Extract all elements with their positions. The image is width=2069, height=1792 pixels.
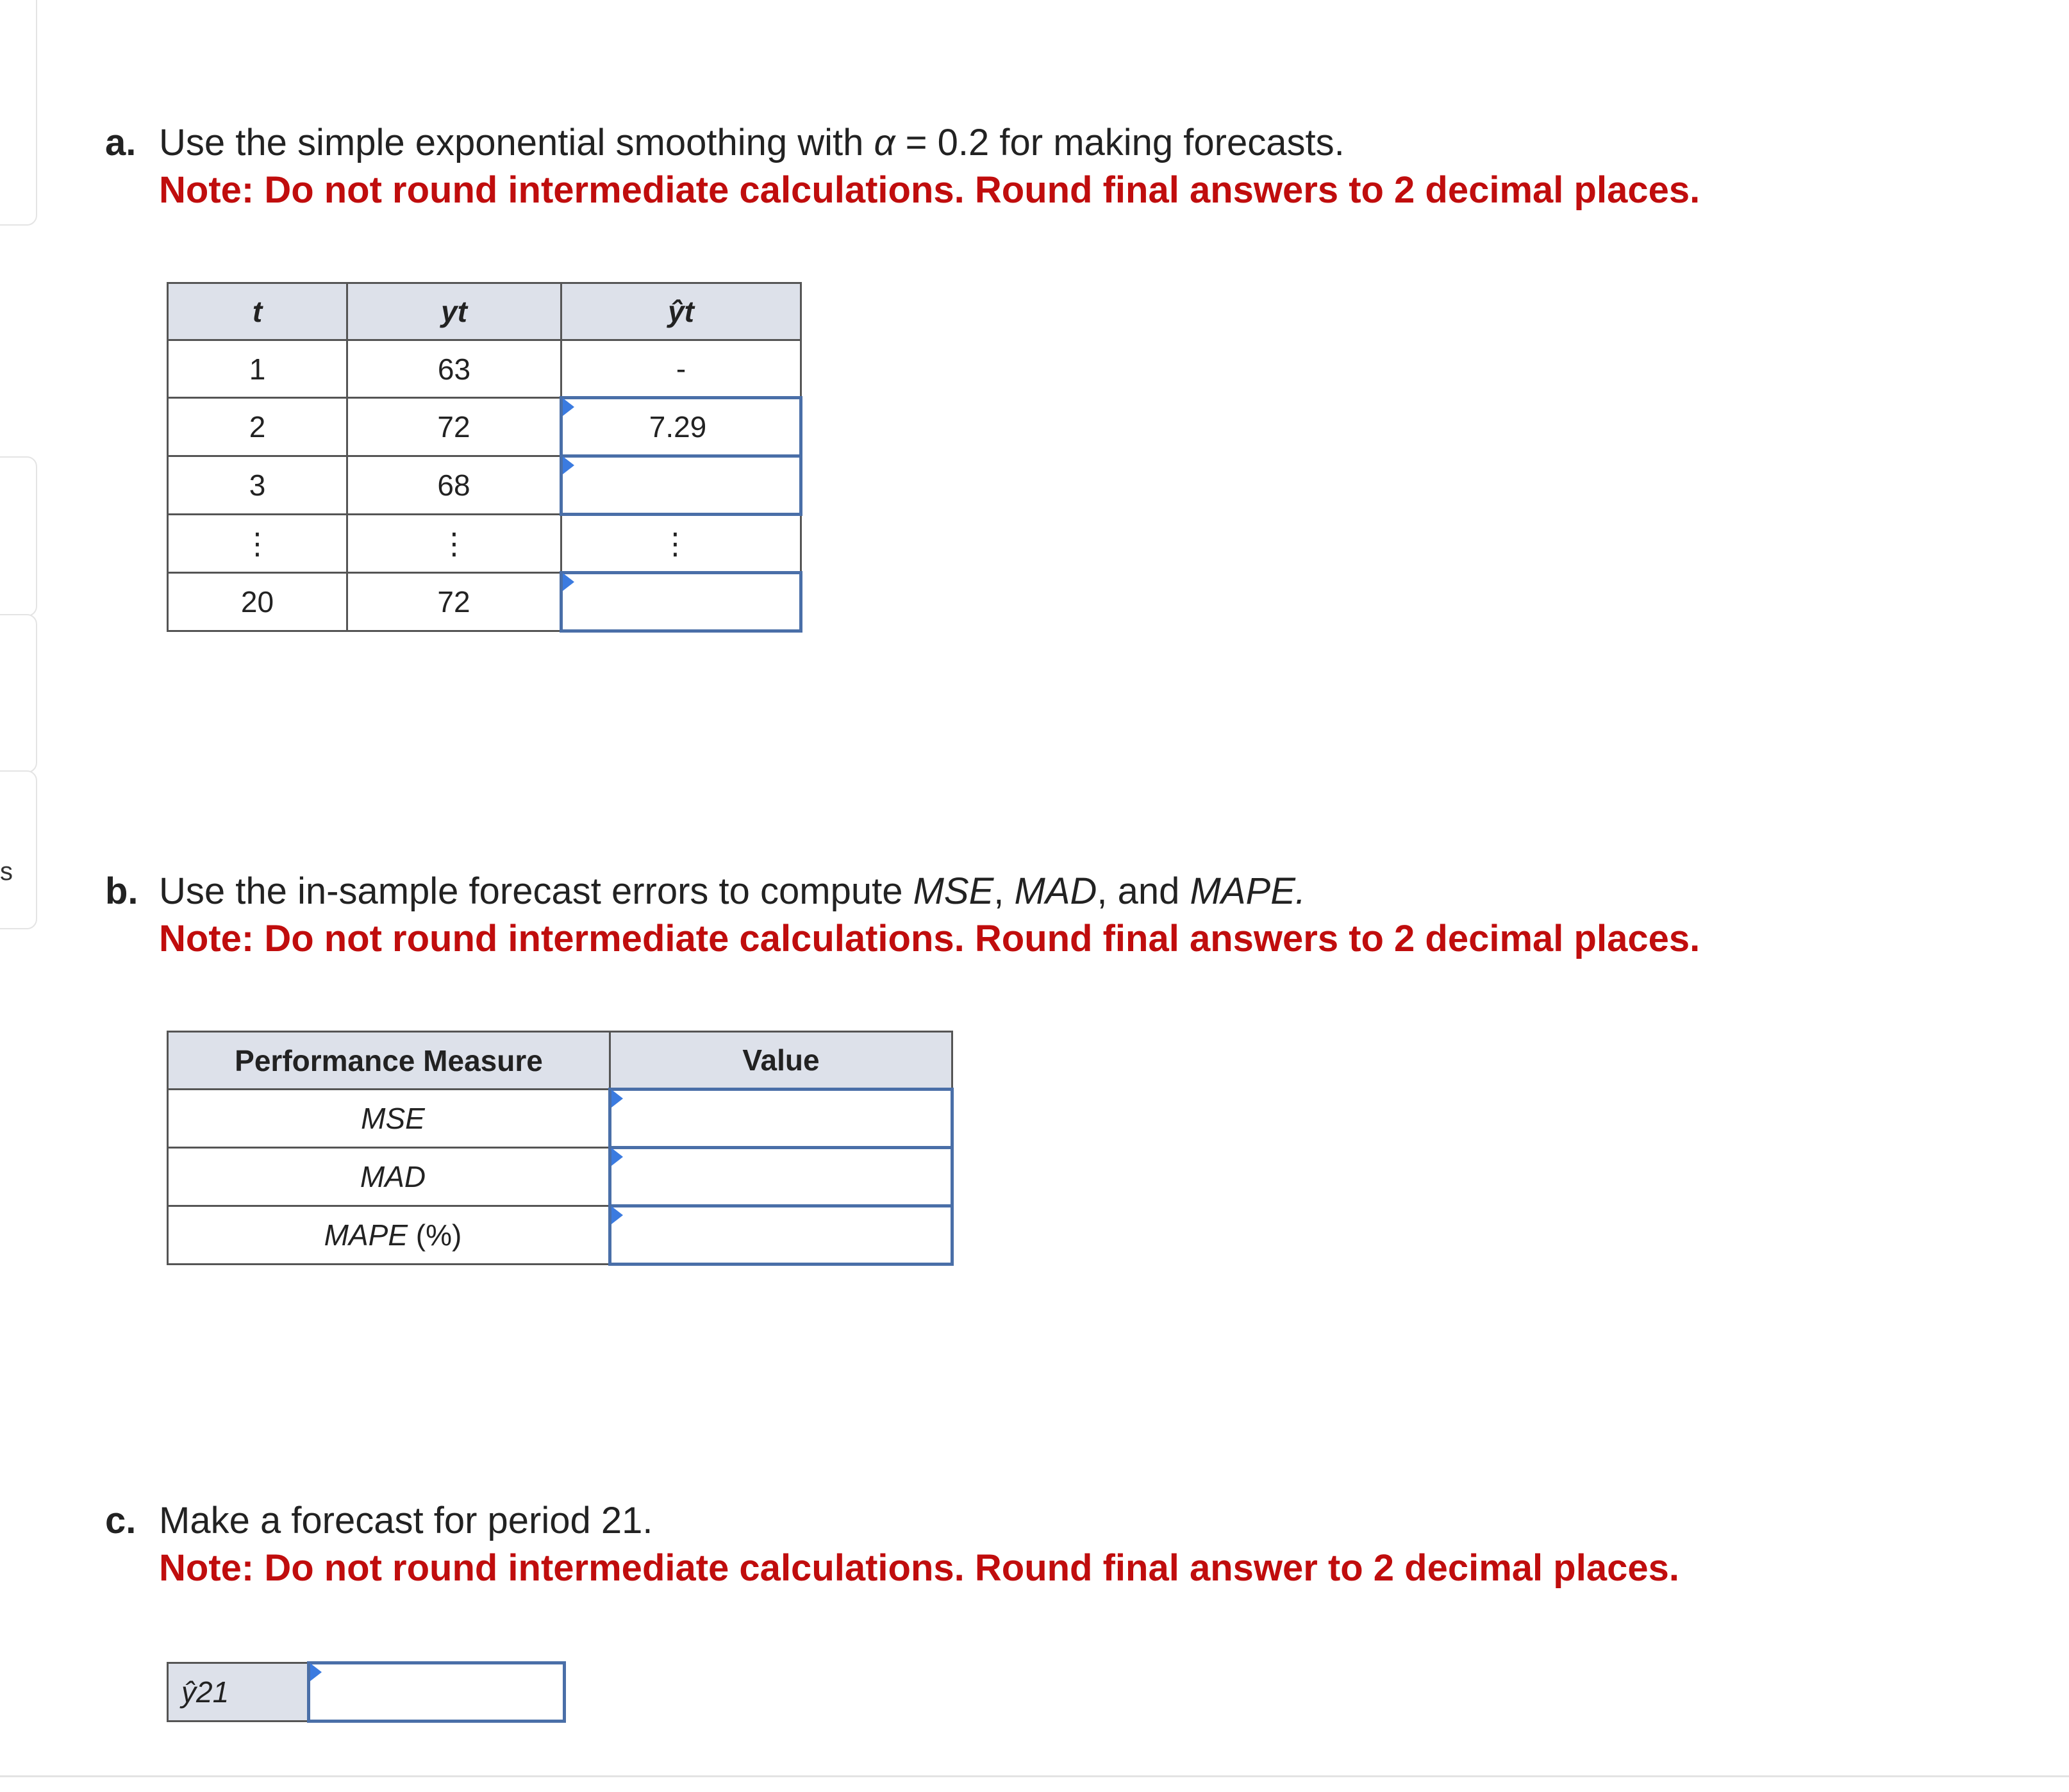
question-a — [105, 119, 1700, 214]
question-c-note: Note: Do not round intermediate calculations. Round final answer to 2 decimal places. — [159, 1547, 1679, 1589]
header-performance-measure: Performance Measure — [168, 1032, 610, 1090]
cell-y-ellipsis: ⋮ — [347, 515, 561, 573]
label-mad — [168, 1148, 610, 1206]
question-a-text: Use the simple exponential smoothing with — [159, 122, 874, 163]
performance-table — [167, 1031, 954, 1266]
period-mark: . — [1295, 870, 1306, 912]
table-row — [168, 515, 801, 573]
mse-input[interactable] — [610, 1090, 952, 1148]
forecast-input-t3[interactable] — [561, 456, 801, 515]
cell-y: 68 — [347, 456, 561, 515]
cell-t: 1 — [168, 340, 347, 398]
mad-term: MAD — [1014, 870, 1097, 912]
header-yt: yt — [347, 283, 561, 340]
mape-input[interactable] — [610, 1206, 952, 1265]
side-card-1 — [0, 0, 37, 226]
header-value: Value — [610, 1032, 952, 1090]
forecast-input-t20[interactable] — [561, 573, 801, 631]
header-t: t — [168, 283, 347, 340]
question-c-text: Make a forecast for period 21. — [159, 1500, 653, 1541]
cell-t: 20 — [168, 573, 347, 631]
cell-t-ellipsis: ⋮ — [168, 515, 347, 573]
label-mse-text: MSE — [361, 1102, 425, 1135]
and-text: , and — [1097, 870, 1190, 912]
question-a-text-end: = 0.2 for making forecasts. — [895, 122, 1345, 163]
side-card-2 — [0, 456, 37, 617]
question-c-letter: c. — [105, 1500, 137, 1541]
cell-yhat-ellipsis: ⋮ — [561, 515, 801, 573]
side-card-4 — [0, 770, 37, 929]
label-mape-text: MAPE — [324, 1218, 408, 1252]
cell-y: 72 — [347, 398, 561, 456]
table-header-row — [168, 1032, 952, 1090]
table-row — [168, 1206, 952, 1265]
cell-t: 3 — [168, 456, 347, 515]
yhat21-input[interactable] — [309, 1663, 565, 1721]
table-row — [168, 340, 801, 398]
cell-y: 63 — [347, 340, 561, 398]
question-b-text: Use the in-sample forecast errors to compute — [159, 870, 913, 912]
label-mad-text: MAD — [360, 1160, 426, 1193]
edge-character: s — [0, 858, 13, 886]
label-yhat21: ŷ21 — [168, 1663, 309, 1721]
table-header-row — [168, 283, 801, 340]
alpha-symbol: α — [874, 122, 895, 163]
forecast-21-table — [167, 1661, 566, 1723]
mse-term: MSE — [913, 870, 994, 912]
table-row — [168, 1663, 565, 1721]
question-c — [105, 1497, 1679, 1592]
question-b-prompt — [105, 868, 1700, 915]
cell-t: 2 — [168, 398, 347, 456]
bottom-divider — [0, 1775, 2069, 1777]
smoothing-table — [167, 282, 802, 633]
question-b-letter: b. — [105, 870, 138, 912]
table-row — [168, 456, 801, 515]
header-yhat: ŷt — [561, 283, 801, 340]
label-mse — [168, 1090, 610, 1148]
label-mape-suffix: (%) — [408, 1218, 462, 1252]
table-row — [168, 1148, 952, 1206]
table-row — [168, 398, 801, 456]
side-card-3 — [0, 614, 37, 773]
question-b-note: Note: Do not round intermediate calculations. Round final answers to 2 decimal places. — [159, 918, 1700, 959]
forecast-input-t2[interactable]: 7.29 — [561, 398, 801, 456]
comma-separator: , — [993, 870, 1015, 912]
question-b — [105, 868, 1700, 963]
question-a-note: Note: Do not round intermediate calculations. Round final answers to 2 decimal places. — [159, 169, 1700, 211]
question-a-prompt — [105, 119, 1700, 167]
cell-y: 72 — [347, 573, 561, 631]
question-c-prompt — [105, 1497, 1679, 1545]
cell-yhat: - — [561, 340, 801, 398]
question-a-letter: a. — [105, 122, 137, 163]
mad-input[interactable] — [610, 1148, 952, 1206]
label-mape — [168, 1206, 610, 1265]
table-row — [168, 573, 801, 631]
table-row — [168, 1090, 952, 1148]
mape-term: MAPE — [1190, 870, 1295, 912]
